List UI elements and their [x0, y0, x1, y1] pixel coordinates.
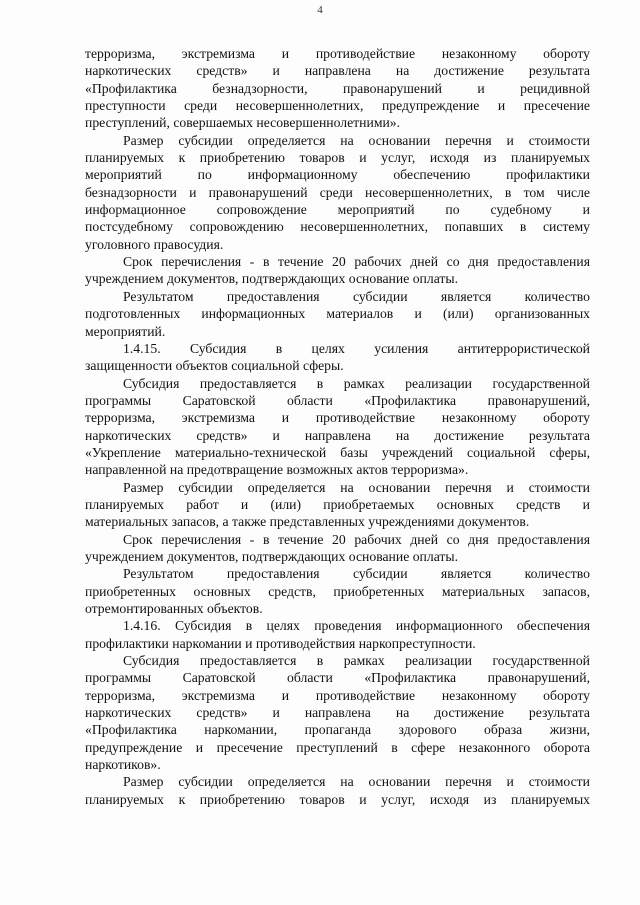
text-line: «Профилактика безнадзорности, правонарушений и рецидивной — [85, 80, 590, 96]
text-line: программы Саратовской области «Профилактика правонарушений, — [85, 670, 590, 686]
text-line: направленной на предотвращение возможных актов терроризма». — [85, 462, 469, 478]
paragraph — [85, 132, 590, 253]
text-line: Результатом предоставления субсидии является количество — [123, 288, 590, 304]
text-line: Срок перечисления - в течение 20 рабочих дней со дня предоставления — [123, 531, 590, 547]
paragraph — [85, 45, 590, 132]
text-line: 1.4.15. Субсидия в целях усиления антитеррористической — [123, 340, 590, 356]
text-line: Результатом предоставления субсидии является количество — [123, 566, 590, 582]
text-line: безнадзорности и правонарушений среди несовершеннолетних, в том числе — [85, 184, 590, 200]
paragraph — [85, 253, 590, 288]
text-line: предупреждение и пресечение преступлений в сфере незаконного оборота — [85, 739, 590, 755]
text-line: отремонтированных объектов. — [85, 601, 263, 616]
text-line: Субсидия предоставляется в рамках реализации государственной — [123, 653, 590, 669]
text-line: планируемых к приобретению товаров и услуг, исходя из планируемых — [85, 150, 590, 166]
page-number: 4 — [317, 4, 323, 16]
text-line: наркотиков». — [85, 757, 161, 773]
paragraph — [85, 288, 590, 340]
text-line: Размер субсидии определяется на основании перечня и стоимости — [123, 479, 590, 495]
text-line: терроризма, экстремизма и противодействие незаконному обороту — [85, 410, 590, 426]
text-line: планируемых работ и (или) приобретаемых основных средств и — [85, 496, 590, 512]
text-line: учреждением документов, подтверждающих основание оплаты. — [85, 271, 459, 287]
text-line: подготовленных информационных материалов и (или) организованных — [85, 306, 590, 322]
text-line: 1.4.16. Субсидия в целях проведения информационного обеспечения — [123, 618, 590, 634]
text-line: информационное сопровождение мероприятий по судебному и — [85, 202, 590, 218]
paragraph — [85, 652, 590, 773]
paragraph — [85, 773, 590, 808]
text-line: наркотических средств» и направлена на достижение результата — [85, 705, 590, 721]
paragraph — [85, 375, 590, 479]
text-line: Размер субсидии определяется на основании перечня и стоимости — [123, 774, 590, 790]
text-line: профилактики наркомании и противодействия наркопреступности. — [85, 635, 476, 651]
paragraph — [85, 565, 590, 617]
text-line: учреждением документов, подтверждающих основание оплаты. — [85, 548, 459, 564]
text-line: Субсидия предоставляется в рамках реализации государственной — [123, 375, 590, 391]
text-line: преступности среди несовершеннолетних, предупреждение и пресечение — [85, 98, 590, 114]
text-line: планируемых к приобретению товаров и услуг, исходя из планируемых — [85, 791, 590, 807]
text-line: «Профилактика наркомании, пропаганда здорового образа жизни, — [85, 722, 590, 738]
text-line: «Укрепление материально-технической базы учреждений социальной сферы, — [85, 444, 590, 460]
text-line: материальных запасов, а также представленных учреждениями документов. — [85, 514, 530, 530]
paragraph — [85, 340, 590, 375]
text-line: терроризма, экстремизма и противодействие незаконному обороту — [85, 46, 590, 61]
text-line: преступлений, совершаемых несовершеннолетними». — [85, 115, 401, 131]
paragraph — [85, 617, 590, 652]
text-line: наркотических средств» и направлена на достижение результата — [85, 427, 590, 443]
text-line: программы Саратовской области «Профилактика правонарушений, — [85, 392, 590, 408]
text-line: постсудебному сопровождению несовершеннолетних, попавших в систему — [85, 219, 590, 235]
text-line: наркотических средств» и направлена на достижение результата — [85, 63, 590, 79]
text-line: уголовного правосудия. — [85, 236, 224, 252]
text-line: мероприятий. — [85, 323, 166, 339]
text-line: мероприятий по информационному обеспечению профилактики — [85, 167, 590, 183]
text-line: Срок перечисления - в течение 20 рабочих дней со дня предоставления — [123, 254, 590, 270]
paragraph — [85, 531, 590, 566]
text-line: приобретенных основных средств, приобретенных материальных запасов, — [85, 583, 590, 599]
document-body — [85, 45, 590, 808]
paragraph — [85, 479, 590, 531]
text-line: терроризма, экстремизма и противодействие незаконному обороту — [85, 687, 590, 703]
text-line: Размер субсидии определяется на основании перечня и стоимости — [123, 132, 590, 148]
text-line: защищенности объектов социальной сферы. — [85, 358, 344, 374]
